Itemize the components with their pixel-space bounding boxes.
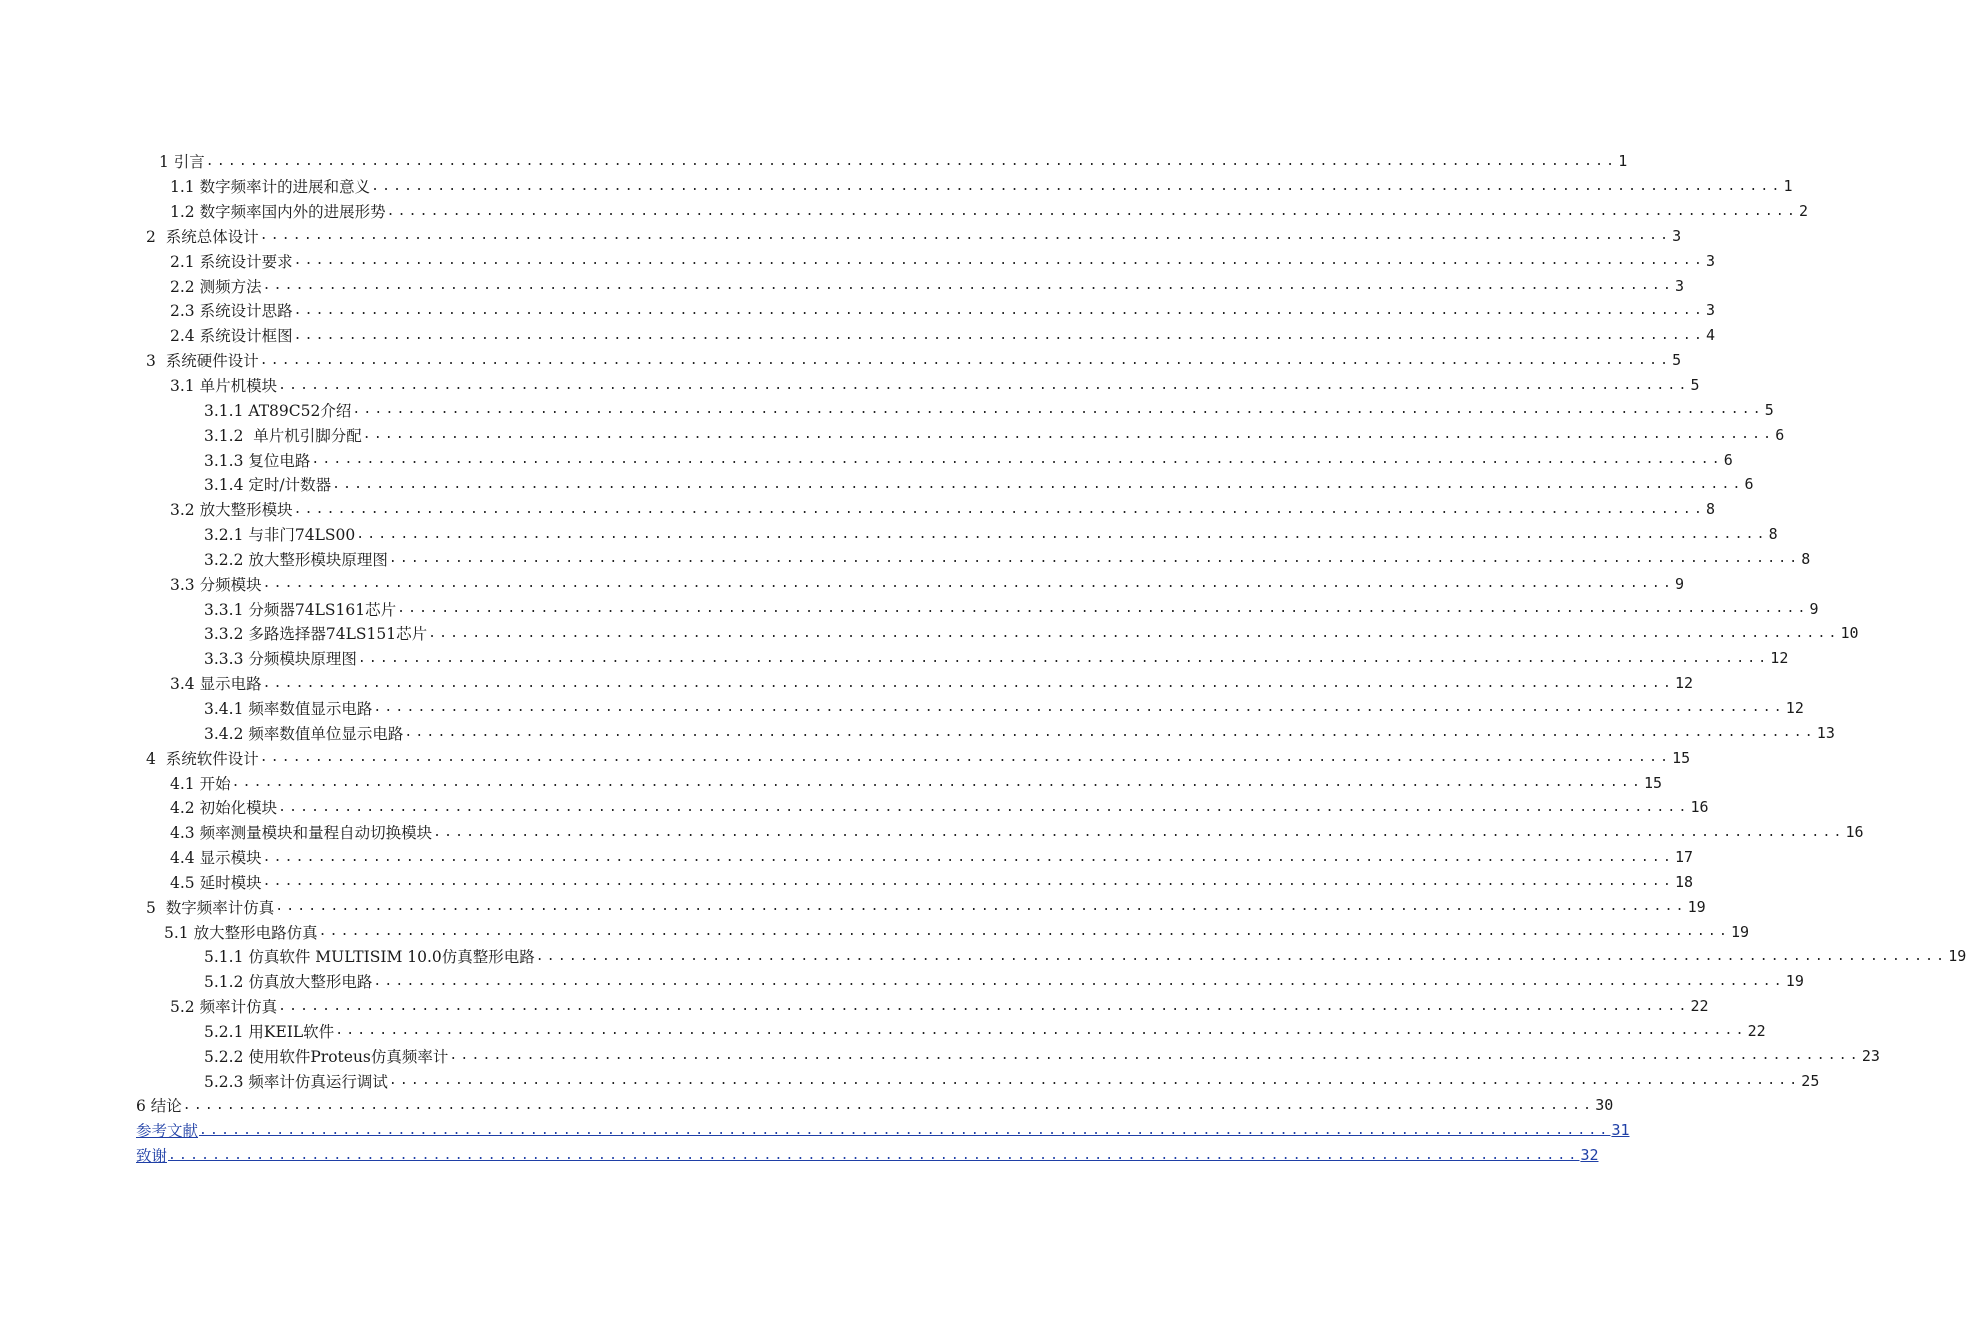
toc-entry-page: 6	[1723, 450, 1733, 469]
toc-entry[interactable]	[0, 944, 1966, 969]
toc-entry-title: 致谢	[136, 1147, 168, 1166]
toc-entry-title: 3.3.1 分频器74LS161芯片	[204, 600, 397, 619]
toc-entry[interactable]	[0, 522, 1778, 547]
toc-entry-page: 5	[1764, 400, 1774, 419]
toc-entry-page: 1	[1618, 152, 1628, 171]
toc-entry[interactable]	[0, 323, 1716, 348]
toc-entry[interactable]	[0, 621, 1859, 646]
toc-entry-title: 3.1.4 定时/计数器	[204, 476, 332, 495]
toc-entry-page: 6	[1775, 425, 1785, 444]
toc-entry[interactable]	[0, 199, 1809, 224]
toc-entry-title: 3.1 单片机模块	[170, 377, 278, 396]
dot-leader: ................................................................................................................................	[362, 427, 1775, 443]
toc-entry[interactable]	[0, 720, 1835, 745]
dot-leader: ................................................................................................................................	[428, 625, 1840, 641]
toc-entry-title: 4.5 延时模块	[170, 873, 262, 892]
toc-entry-page: 31	[1611, 1121, 1630, 1140]
dot-leader: ................................................................................................................................	[357, 650, 1770, 666]
toc-entry-title: 3.1.1 AT89C52介绍	[204, 401, 352, 420]
toc-entry-page: 1	[1783, 177, 1793, 196]
toc-entry-page: 22	[1690, 997, 1709, 1016]
toc-entry[interactable]	[0, 224, 1682, 249]
dot-leader: ................................................................................................................................	[373, 700, 1785, 716]
toc-entry-page: 30	[1595, 1096, 1614, 1115]
toc-entry-title: 参考文献	[136, 1122, 199, 1141]
dot-leader: ................................................................................................................................	[262, 849, 1674, 865]
dot-leader: ................................................................................................................................	[182, 1097, 1595, 1113]
dot-leader: ................................................................................................................................	[404, 725, 1816, 741]
dot-leader: ................................................................................................................................	[388, 551, 1801, 567]
toc-entry-title: 1 引言	[159, 153, 205, 172]
dot-leader: ................................................................................................................................	[293, 501, 1705, 517]
toc-entry[interactable]	[0, 298, 1716, 323]
dot-leader: ................................................................................................................................	[449, 1048, 1861, 1064]
dot-leader: ................................................................................................................................	[386, 203, 1798, 219]
table-of-contents	[0, 149, 1966, 1168]
dot-leader: ................................................................................................................................	[168, 1147, 1580, 1163]
toc-entry-title: 3.1.3 复位电路	[204, 451, 311, 470]
toc-entry-title: 3.4.1 频率数值显示电路	[204, 699, 373, 718]
dot-leader: ................................................................................................................................	[356, 526, 1768, 542]
toc-entry-title: 3.2 放大整形模块	[170, 501, 293, 520]
toc-entry-page: 19	[1948, 947, 1966, 966]
toc-entry-page: 17	[1675, 848, 1694, 867]
toc-entry-title: 4.2 初始化模块	[170, 799, 278, 818]
toc-entry-title: 2.4 系统设计框图	[170, 327, 293, 346]
toc-entry-page: 2	[1799, 202, 1809, 221]
dot-leader: ................................................................................................................................	[199, 1122, 1611, 1138]
dot-leader: ................................................................................................................................	[332, 476, 1744, 492]
dot-leader: ................................................................................................................................	[262, 278, 1674, 294]
toc-entry-page: 25	[1801, 1071, 1820, 1090]
dot-leader: ................................................................................................................................	[259, 228, 1672, 244]
toc-entry[interactable]	[0, 845, 1694, 870]
toc-entry-title: 3.2.2 放大整形模块原理图	[204, 550, 388, 569]
toc-entry-page: 5	[1672, 351, 1682, 370]
toc-entry[interactable]	[0, 671, 1694, 696]
dot-leader: ................................................................................................................................	[231, 775, 1643, 791]
dot-leader: ................................................................................................................................	[352, 402, 1764, 418]
toc-entry[interactable]	[0, 994, 1709, 1019]
toc-entry[interactable]	[0, 969, 1804, 994]
toc-entry[interactable]	[0, 1019, 1766, 1044]
toc-entry[interactable]	[0, 348, 1682, 373]
dot-leader: ................................................................................................................................	[335, 1023, 1747, 1039]
toc-entry[interactable]	[0, 795, 1709, 820]
dot-leader: ................................................................................................................................	[259, 352, 1672, 368]
toc-entry-page: 23	[1861, 1046, 1880, 1065]
toc-entry-title: 3.4.2 频率数值单位显示电路	[204, 724, 404, 743]
toc-entry-page: 19	[1731, 922, 1750, 941]
dot-leader: ................................................................................................................................	[293, 253, 1705, 269]
toc-entry[interactable]	[0, 696, 1804, 721]
toc-entry[interactable]	[0, 596, 1819, 621]
toc-entry-page: 3	[1672, 226, 1682, 245]
toc-entry-title: 1.2 数字频率国内外的进展形势	[170, 203, 386, 222]
dot-leader: ................................................................................................................................	[371, 178, 1783, 194]
toc-entry-page: 5	[1690, 376, 1700, 395]
dot-leader: ................................................................................................................................	[262, 675, 1674, 691]
toc-entry[interactable]	[0, 820, 1864, 845]
toc-entry-page: 4	[1706, 326, 1716, 345]
toc-entry-page: 10	[1840, 624, 1859, 643]
toc-entry[interactable]	[0, 1068, 1820, 1093]
toc-entry-title: 5.2 频率计仿真	[170, 998, 278, 1017]
toc-entry-title: 3 系统硬件设计	[146, 352, 259, 371]
toc-entry[interactable]	[0, 397, 1774, 422]
toc-link-references[interactable]	[0, 1118, 1630, 1143]
toc-entry-title: 2 系统总体设计	[146, 227, 259, 246]
toc-entry-title: 3.3 分频模块	[170, 575, 262, 594]
toc-entry[interactable]	[0, 745, 1691, 770]
toc-entry[interactable]	[0, 373, 1700, 398]
toc-entry-page: 13	[1816, 723, 1835, 742]
toc-entry-title: 5.2.2 使用软件Proteus仿真频率计	[204, 1047, 449, 1066]
toc-entry[interactable]	[0, 497, 1716, 522]
toc-entry-title: 4.4 显示模块	[170, 849, 262, 868]
toc-entry-page: 12	[1675, 674, 1694, 693]
toc-entry[interactable]	[0, 894, 1706, 919]
toc-entry[interactable]	[0, 646, 1789, 671]
dot-leader: ................................................................................................................................	[373, 973, 1785, 989]
toc-entry-page: 22	[1747, 1021, 1766, 1040]
dot-leader: ................................................................................................................................	[293, 302, 1705, 318]
toc-entry-page: 12	[1785, 698, 1804, 717]
dot-leader: ................................................................................................................................	[262, 874, 1674, 890]
dot-leader: ................................................................................................................................	[397, 601, 1809, 617]
toc-entry-page: 8	[1706, 500, 1716, 519]
toc-entry-page: 6	[1744, 475, 1754, 494]
toc-entry-title: 5.1.1 仿真软件 MULTISIM 10.0仿真整形电路	[204, 948, 535, 967]
toc-entry-page: 16	[1845, 823, 1864, 842]
dot-leader: ................................................................................................................................	[278, 377, 1690, 393]
toc-entry-title: 2.3 系统设计思路	[170, 302, 293, 321]
toc-entry-title: 5 数字频率计仿真	[146, 898, 275, 917]
toc-entry-page: 15	[1672, 748, 1691, 767]
toc-entry[interactable]	[0, 447, 1733, 472]
toc-entry[interactable]	[0, 472, 1754, 497]
toc-entry[interactable]	[0, 571, 1685, 596]
toc-entry-title: 2.2 测频方法	[170, 277, 262, 296]
toc-entry-page: 18	[1675, 872, 1694, 891]
toc-entry-title: 5.1.2 仿真放大整形电路	[204, 973, 373, 992]
dot-leader: ................................................................................................................................	[318, 924, 1730, 940]
dot-leader: ................................................................................................................................	[259, 750, 1672, 766]
toc-entry-title: 4 系统软件设计	[146, 749, 259, 768]
toc-entry-page: 3	[1706, 301, 1716, 320]
toc-entry[interactable]	[0, 149, 1628, 174]
toc-entry[interactable]	[0, 422, 1785, 447]
toc-entry[interactable]	[0, 1093, 1614, 1118]
toc-link-acknowledgements[interactable]	[0, 1143, 1599, 1168]
toc-entry[interactable]	[0, 547, 1811, 572]
toc-entry-page: 19	[1785, 972, 1804, 991]
toc-entry-page: 15	[1644, 773, 1663, 792]
toc-entry-page: 32	[1580, 1146, 1599, 1165]
toc-entry-title: 3.3.3 分频模块原理图	[204, 650, 357, 669]
toc-entry[interactable]	[0, 248, 1716, 273]
toc-entry-page: 9	[1675, 574, 1685, 593]
toc-entry-page: 12	[1770, 649, 1789, 668]
toc-entry-title: 5.1 放大整形电路仿真	[164, 923, 318, 942]
dot-leader: ................................................................................................................................	[535, 948, 1948, 964]
toc-entry-title: 3.4 显示电路	[170, 675, 262, 694]
toc-entry-title: 1.1 数字频率计的进展和意义	[170, 178, 371, 197]
toc-entry[interactable]	[0, 919, 1750, 944]
toc-entry[interactable]	[0, 273, 1685, 298]
toc-entry-title: 4.1 开始	[170, 774, 231, 793]
toc-entry[interactable]	[0, 770, 1663, 795]
toc-entry-title: 5.2.3 频率计仿真运行调试	[204, 1072, 388, 1091]
dot-leader: ................................................................................................................................	[311, 452, 1723, 468]
toc-entry-title: 2.1 系统设计要求	[170, 252, 293, 271]
toc-entry-title: 3.1.2 单片机引脚分配	[204, 426, 362, 445]
toc-entry-page: 3	[1706, 251, 1716, 270]
toc-entry-title: 4.3 频率测量模块和量程自动切换模块	[170, 824, 433, 843]
toc-entry-page: 8	[1801, 549, 1811, 568]
dot-leader: ................................................................................................................................	[293, 327, 1705, 343]
dot-leader: ................................................................................................................................	[388, 1073, 1801, 1089]
dot-leader: ................................................................................................................................	[275, 899, 1687, 915]
toc-entry-page: 3	[1675, 276, 1685, 295]
toc-entry-title: 6 结论	[136, 1097, 182, 1116]
toc-entry-title: 3.2.1 与非门74LS00	[204, 526, 356, 545]
toc-entry-page: 9	[1809, 599, 1819, 618]
toc-entry-page: 19	[1687, 897, 1706, 916]
toc-entry-page: 16	[1690, 798, 1709, 817]
dot-leader: ................................................................................................................................	[262, 576, 1674, 592]
toc-entry-title: 3.3.2 多路选择器74LS151芯片	[204, 625, 428, 644]
toc-entry-page: 8	[1768, 525, 1778, 544]
toc-entry-title: 5.2.1 用KEIL软件	[204, 1022, 335, 1041]
dot-leader: ................................................................................................................................	[433, 824, 1845, 840]
dot-leader: ................................................................................................................................	[205, 153, 1618, 169]
dot-leader: ................................................................................................................................	[278, 998, 1690, 1014]
dot-leader: ................................................................................................................................	[278, 799, 1690, 815]
toc-entry[interactable]	[0, 174, 1793, 199]
toc-entry[interactable]	[0, 869, 1694, 894]
toc-entry[interactable]	[0, 1043, 1880, 1068]
